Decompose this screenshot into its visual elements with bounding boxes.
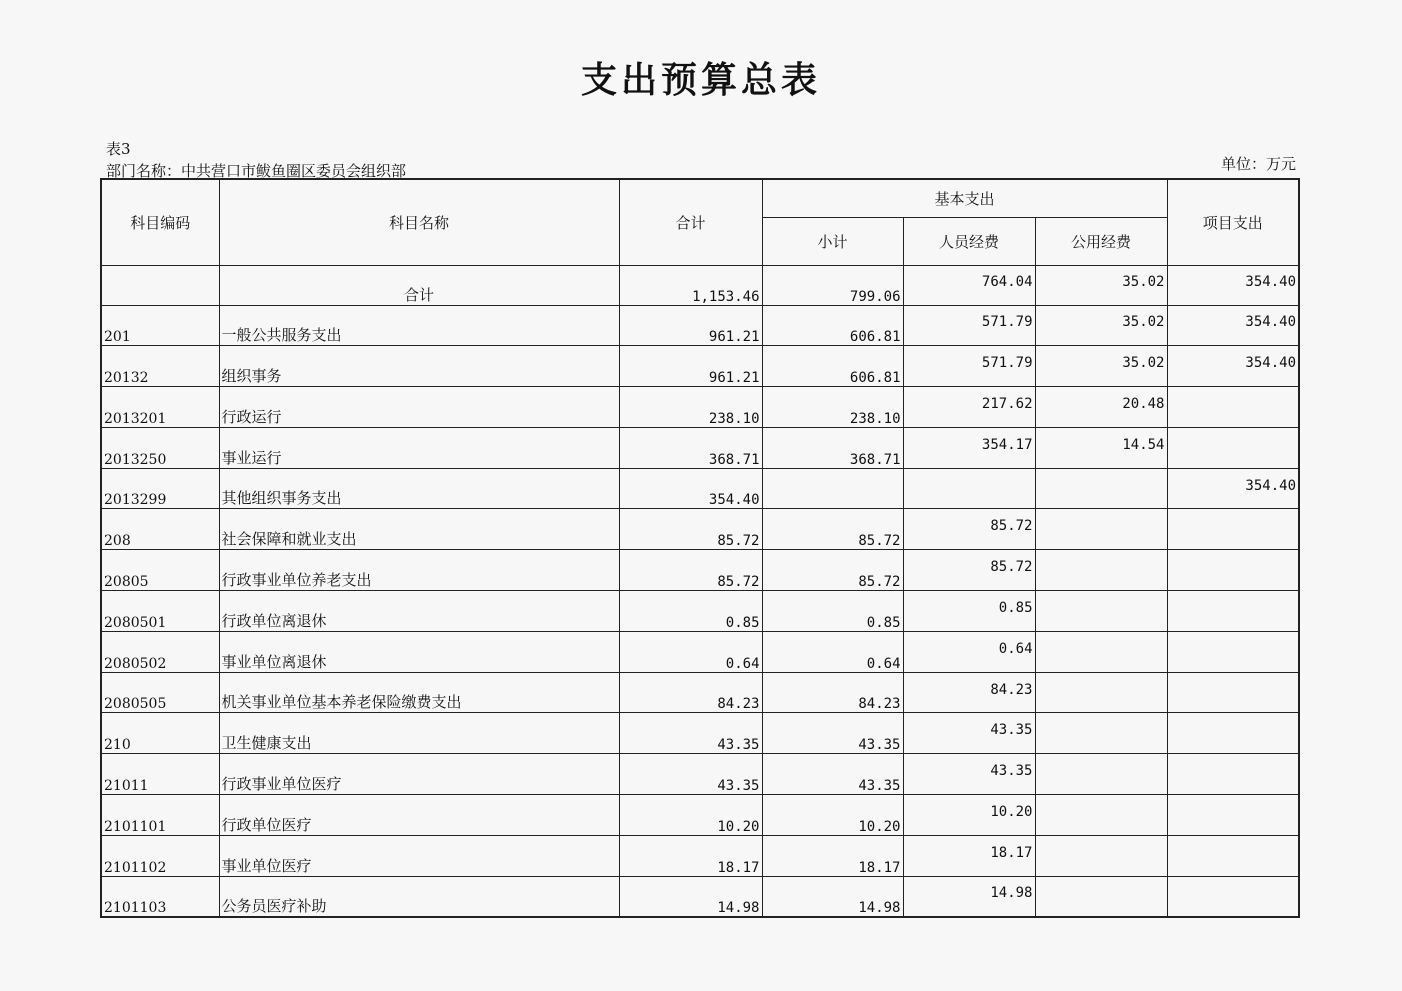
row-subtotal: 368.71 <box>762 427 903 468</box>
row-public <box>1035 591 1167 632</box>
row-total: 85.72 <box>619 509 762 550</box>
row-public <box>1035 835 1167 876</box>
row-name: 组织事务 <box>219 346 619 387</box>
row-project <box>1167 795 1299 836</box>
row-name: 一般公共服务支出 <box>219 305 619 346</box>
row-subtotal: 0.64 <box>762 631 903 672</box>
row-code: 201 <box>101 305 219 346</box>
header-personnel: 人员经费 <box>903 217 1035 265</box>
row-subtotal: 43.35 <box>762 713 903 754</box>
total-row <box>101 265 1299 305</box>
table-body <box>101 265 1299 917</box>
row-project <box>1167 427 1299 468</box>
row-subtotal: 84.23 <box>762 672 903 713</box>
row-subtotal: 0.85 <box>762 591 903 632</box>
total-label: 合计 <box>219 265 619 305</box>
row-public <box>1035 795 1167 836</box>
header-public: 公用经费 <box>1035 217 1167 265</box>
row-code: 2013201 <box>101 387 219 428</box>
row-name: 社会保障和就业支出 <box>219 509 619 550</box>
row-public <box>1035 713 1167 754</box>
row-total: 43.35 <box>619 713 762 754</box>
table-number: 表3 <box>106 140 131 158</box>
table-row <box>101 346 1299 387</box>
table-row <box>101 387 1299 428</box>
table-row <box>101 876 1299 917</box>
header-name: 科目名称 <box>219 179 619 265</box>
row-code: 2101103 <box>101 876 219 917</box>
row-public <box>1035 468 1167 509</box>
row-personnel: 571.79 <box>903 305 1035 346</box>
row-personnel: 0.85 <box>903 591 1035 632</box>
row-subtotal: 18.17 <box>762 835 903 876</box>
row-code: 20132 <box>101 346 219 387</box>
row-public <box>1035 509 1167 550</box>
total-code-cell <box>101 265 219 305</box>
total-total: 1,153.46 <box>619 265 762 305</box>
row-code: 20805 <box>101 550 219 591</box>
table-row <box>101 631 1299 672</box>
row-personnel: 18.17 <box>903 835 1035 876</box>
header-project: 项目支出 <box>1167 179 1299 265</box>
row-name: 行政单位离退休 <box>219 591 619 632</box>
row-code: 2080501 <box>101 591 219 632</box>
row-public: 20.48 <box>1035 387 1167 428</box>
header-code: 科目编码 <box>101 179 219 265</box>
row-subtotal: 85.72 <box>762 550 903 591</box>
row-name: 行政事业单位医疗 <box>219 754 619 795</box>
row-public <box>1035 550 1167 591</box>
table-row <box>101 509 1299 550</box>
row-name: 事业单位离退休 <box>219 631 619 672</box>
row-personnel: 43.35 <box>903 713 1035 754</box>
table-row <box>101 835 1299 876</box>
row-project <box>1167 387 1299 428</box>
row-project <box>1167 876 1299 917</box>
row-subtotal <box>762 468 903 509</box>
table-row <box>101 754 1299 795</box>
row-project: 354.40 <box>1167 346 1299 387</box>
row-total: 84.23 <box>619 672 762 713</box>
header-subtotal: 小计 <box>762 217 903 265</box>
row-total: 43.35 <box>619 754 762 795</box>
unit-label: 单位：万元 <box>1220 155 1296 173</box>
row-name: 事业运行 <box>219 427 619 468</box>
row-personnel: 43.35 <box>903 754 1035 795</box>
row-personnel: 84.23 <box>903 672 1035 713</box>
row-total: 238.10 <box>619 387 762 428</box>
row-subtotal: 238.10 <box>762 387 903 428</box>
row-name: 机关事业单位基本养老保险缴费支出 <box>219 672 619 713</box>
row-subtotal: 14.98 <box>762 876 903 917</box>
table-row <box>101 713 1299 754</box>
row-personnel: 571.79 <box>903 346 1035 387</box>
row-name: 卫生健康支出 <box>219 713 619 754</box>
table-row <box>101 305 1299 346</box>
row-project <box>1167 509 1299 550</box>
row-name: 行政事业单位养老支出 <box>219 550 619 591</box>
total-public: 35.02 <box>1035 265 1167 305</box>
row-public <box>1035 876 1167 917</box>
row-project <box>1167 591 1299 632</box>
row-total: 85.72 <box>619 550 762 591</box>
row-code: 2013250 <box>101 427 219 468</box>
row-personnel: 10.20 <box>903 795 1035 836</box>
row-code: 2080505 <box>101 672 219 713</box>
row-subtotal: 606.81 <box>762 346 903 387</box>
header-total: 合计 <box>619 179 762 265</box>
row-name: 行政运行 <box>219 387 619 428</box>
row-code: 21011 <box>101 754 219 795</box>
row-code: 2101101 <box>101 795 219 836</box>
row-public <box>1035 754 1167 795</box>
row-total: 961.21 <box>619 305 762 346</box>
row-total: 354.40 <box>619 468 762 509</box>
row-project <box>1167 631 1299 672</box>
row-name: 公务员医疗补助 <box>219 876 619 917</box>
row-public: 14.54 <box>1035 427 1167 468</box>
row-project <box>1167 672 1299 713</box>
row-total: 14.98 <box>619 876 762 917</box>
row-project <box>1167 835 1299 876</box>
row-name: 事业单位医疗 <box>219 835 619 876</box>
row-project <box>1167 713 1299 754</box>
row-personnel: 354.17 <box>903 427 1035 468</box>
row-personnel: 85.72 <box>903 550 1035 591</box>
row-subtotal: 85.72 <box>762 509 903 550</box>
row-project: 354.40 <box>1167 305 1299 346</box>
row-personnel <box>903 468 1035 509</box>
row-public <box>1035 631 1167 672</box>
row-name: 行政单位医疗 <box>219 795 619 836</box>
row-code: 2101102 <box>101 835 219 876</box>
row-project <box>1167 754 1299 795</box>
table-row <box>101 795 1299 836</box>
row-public: 35.02 <box>1035 346 1167 387</box>
row-project: 354.40 <box>1167 468 1299 509</box>
row-code: 210 <box>101 713 219 754</box>
page-title: 支出预算总表 <box>580 59 821 101</box>
row-subtotal: 10.20 <box>762 795 903 836</box>
row-total: 368.71 <box>619 427 762 468</box>
row-subtotal: 606.81 <box>762 305 903 346</box>
row-personnel: 0.64 <box>903 631 1035 672</box>
row-code: 2013299 <box>101 468 219 509</box>
row-code: 2080502 <box>101 631 219 672</box>
row-subtotal: 43.35 <box>762 754 903 795</box>
row-public <box>1035 672 1167 713</box>
row-total: 0.64 <box>619 631 762 672</box>
row-personnel: 14.98 <box>903 876 1035 917</box>
table-row <box>101 591 1299 632</box>
row-code: 208 <box>101 509 219 550</box>
table-row <box>101 427 1299 468</box>
table-row <box>101 468 1299 509</box>
row-total: 18.17 <box>619 835 762 876</box>
row-personnel: 85.72 <box>903 509 1035 550</box>
row-total: 961.21 <box>619 346 762 387</box>
table-row <box>101 550 1299 591</box>
row-name: 其他组织事务支出 <box>219 468 619 509</box>
row-public: 35.02 <box>1035 305 1167 346</box>
row-project <box>1167 550 1299 591</box>
row-total: 10.20 <box>619 795 762 836</box>
row-total: 0.85 <box>619 591 762 632</box>
header-basic: 基本支出 <box>762 179 1167 217</box>
row-personnel: 217.62 <box>903 387 1035 428</box>
table-row <box>101 672 1299 713</box>
budget-table <box>100 178 1300 918</box>
total-personnel: 764.04 <box>903 265 1035 305</box>
total-subtotal: 799.06 <box>762 265 903 305</box>
total-project: 354.40 <box>1167 265 1299 305</box>
department-name: 部门名称：中共营口市鲅鱼圈区委员会组织部 <box>106 162 407 180</box>
